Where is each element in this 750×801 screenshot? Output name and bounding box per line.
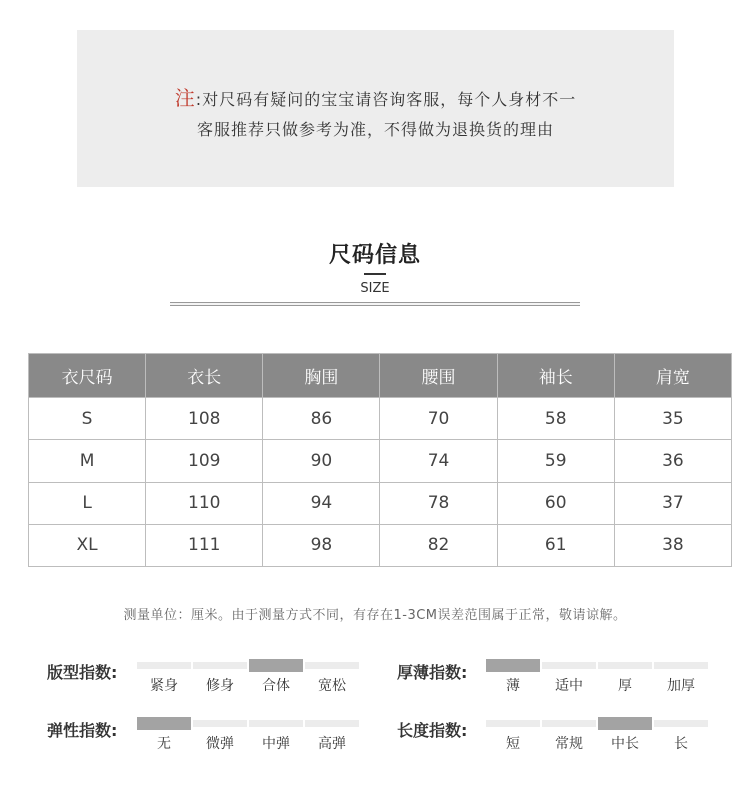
scale-segment [486, 659, 540, 672]
scale-segment [654, 720, 708, 727]
scale-segment [193, 662, 247, 669]
scale-option: 中长 [611, 736, 639, 752]
table-cell: 78 [380, 482, 497, 524]
scale-option: 宽松 [318, 678, 346, 694]
scale-option: 紧身 [150, 678, 178, 694]
scale-segment [137, 717, 191, 730]
scale-segment [249, 659, 303, 672]
table-cell: 110 [146, 482, 263, 524]
table-cell: 38 [614, 524, 731, 566]
measurement-note: 测量单位：厘米。由于测量方式不同，有存在1-3CM误差范围属于正常，敬请谅解。 [123, 608, 627, 623]
scale-segment [305, 720, 359, 727]
table-cell: 109 [146, 440, 263, 482]
scale-segment [598, 717, 652, 730]
table-row [29, 398, 732, 440]
table-cell: S [29, 398, 146, 440]
table-cell: 94 [263, 482, 380, 524]
header-size: 衣尺码 [29, 354, 146, 398]
scale-label: 长度指数: [397, 721, 468, 740]
table-row [29, 482, 732, 524]
header-chest: 胸围 [263, 354, 380, 398]
section-title: 尺码信息 [328, 243, 421, 268]
scale-option: 合体 [262, 678, 290, 694]
scale-label: 厚薄指数: [397, 663, 468, 682]
scale-option: 厚 [618, 678, 632, 694]
notice-text-1: :对尺码有疑问的宝宝请咨询客服，每个人身材不一 [195, 90, 577, 109]
size-table [28, 353, 732, 567]
table-cell: XL [29, 524, 146, 566]
notice-mark: 注 [174, 86, 196, 110]
scale-option: 短 [506, 736, 520, 752]
scale-option: 长 [674, 736, 688, 752]
table-row [29, 524, 732, 566]
scale-option: 常规 [555, 736, 583, 752]
scale-option: 修身 [206, 678, 234, 694]
scale-label: 版型指数: [47, 663, 118, 682]
notice-box [77, 30, 674, 187]
table-cell: 36 [614, 440, 731, 482]
scale-segment [193, 720, 247, 727]
scale-segment [137, 662, 191, 669]
notice-line-1 [77, 83, 674, 115]
scale-label: 弹性指数: [47, 721, 118, 740]
title-divider [170, 302, 580, 306]
table-cell: 60 [497, 482, 614, 524]
notice-line-2: 客服推荐只做参考为准，不得做为退换货的理由 [196, 120, 554, 139]
table-cell: 35 [614, 398, 731, 440]
table-cell: 86 [263, 398, 380, 440]
scale-option: 薄 [506, 678, 520, 694]
table-cell: M [29, 440, 146, 482]
table-cell: 70 [380, 398, 497, 440]
scale-segment [486, 720, 540, 727]
scale-segment [542, 720, 596, 727]
table-cell: L [29, 482, 146, 524]
scale-option: 无 [157, 736, 171, 752]
scale-segment [305, 662, 359, 669]
title-underline [364, 273, 386, 275]
scale-option: 加厚 [667, 678, 695, 694]
header-shoulder: 肩宽 [614, 354, 731, 398]
table-cell: 108 [146, 398, 263, 440]
table-cell: 59 [497, 440, 614, 482]
table-cell: 98 [263, 524, 380, 566]
table-header-row [29, 354, 732, 398]
scale-segment [542, 662, 596, 669]
scale-segment [598, 662, 652, 669]
section-subtitle: SIZE [360, 281, 390, 296]
table-row [29, 440, 732, 482]
header-length: 衣长 [146, 354, 263, 398]
table-cell: 90 [263, 440, 380, 482]
table-cell: 82 [380, 524, 497, 566]
table-cell: 111 [146, 524, 263, 566]
scale-segment [249, 720, 303, 727]
header-sleeve: 袖长 [497, 354, 614, 398]
scale-option: 高弹 [318, 736, 346, 752]
scale-option: 微弹 [206, 736, 234, 752]
scale-option: 中弹 [262, 736, 290, 752]
table-cell: 61 [497, 524, 614, 566]
table-cell: 37 [614, 482, 731, 524]
scale-segment [654, 662, 708, 669]
table-cell: 74 [380, 440, 497, 482]
header-waist: 腰围 [380, 354, 497, 398]
table-cell: 58 [497, 398, 614, 440]
scale-option: 适中 [555, 678, 583, 694]
